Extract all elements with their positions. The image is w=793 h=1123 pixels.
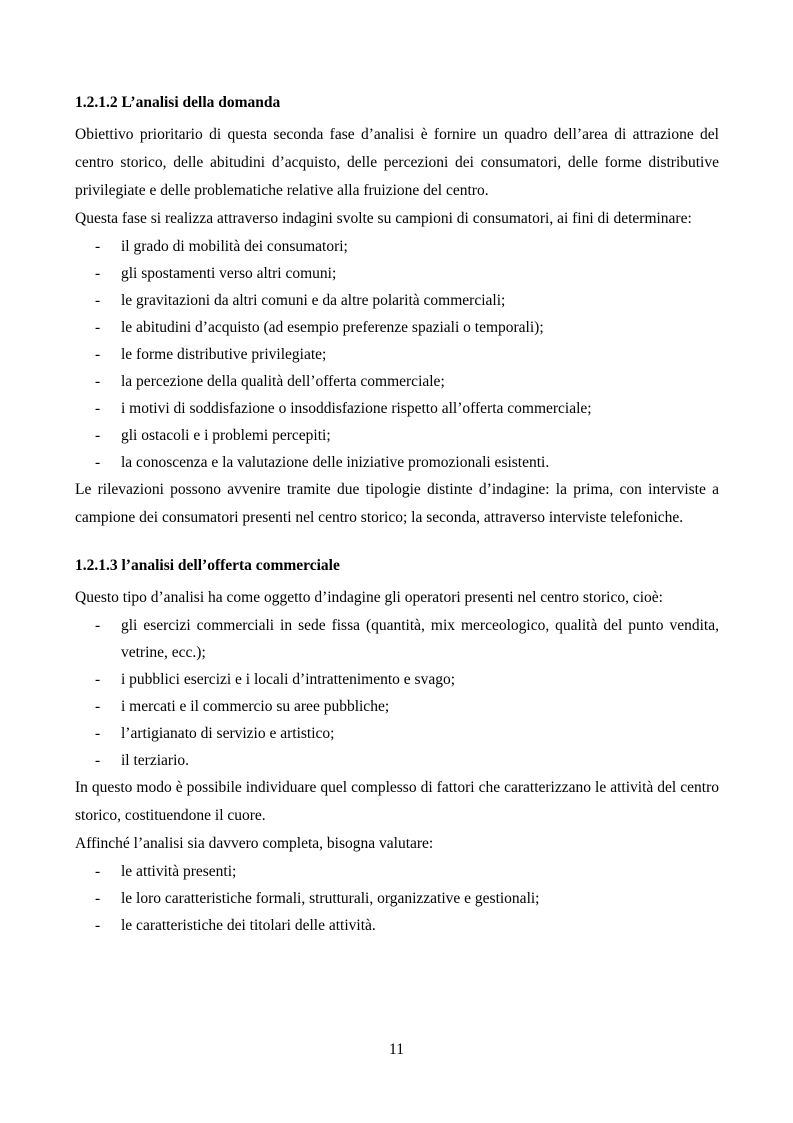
list-item: - gli ostacoli e i problemi percepiti;: [75, 422, 719, 449]
intro-paragraph: Obiettivo prioritario di questa seconda fase d’analisi è fornire un quadro dell’area di attrazione del centro storico, delle abitudini d’acquisto, delle percezioni dei consumatori, delle forme distributive privilegiate e delle problematiche relative alla fruizione del centro.: [75, 126, 719, 199]
list-item: - l’artigianato di servizio e artistico;: [75, 720, 719, 747]
lead-paragraph: Affinché l’analisi sia davvero completa, bisogna valutare:: [75, 835, 434, 852]
dash-marker: -: [95, 890, 101, 907]
list-item: - le forme distributive privilegiate;: [75, 341, 719, 368]
dash-marker: -: [95, 671, 101, 688]
dash-marker: -: [95, 292, 101, 309]
dash-marker: -: [95, 617, 101, 634]
section-domanda: [75, 93, 719, 532]
list-item: - il terziario.: [75, 747, 719, 774]
section-heading: 1.2.1.2 L’analisi della domanda: [75, 94, 281, 111]
list-item: - i mercati e il commercio su aree pubbliche;: [75, 693, 719, 720]
dash-marker: -: [95, 454, 101, 471]
dash-marker: -: [95, 698, 101, 715]
list-item: - le abitudini d’acquisto (ad esempio preferenze spaziali o temporali);: [75, 314, 719, 341]
list-item: - il grado di mobilità dei consumatori;: [75, 233, 719, 260]
list-item: - le attività presenti;: [75, 858, 719, 885]
dash-marker: -: [95, 400, 101, 417]
list-item: - la conoscenza e la valutazione delle iniziative promozionali esistenti.: [75, 449, 719, 476]
section-heading: 1.2.1.3 l’analisi dell’offerta commerciale: [75, 557, 340, 574]
list-item: - le loro caratteristiche formali, strutturali, organizzative e gestionali;: [75, 885, 719, 912]
document-page: [75, 93, 719, 939]
lead-paragraph: Questa fase si realizza attraverso indagini svolte su campioni di consumatori, ai fini di determinare:: [75, 210, 692, 227]
closing-paragraph: Le rilevazioni possono avvenire tramite due tipologie distinte d’indagine: la prima, con interviste a campione dei consumatori presenti nel centro storico; la seconda, attraverso interviste telefoniche.: [75, 481, 719, 526]
list-item: - i pubblici esercizi e i locali d’intrattenimento e svago;: [75, 666, 719, 693]
bullet-list: [75, 233, 719, 476]
list-item: - la percezione della qualità dell’offerta commerciale;: [75, 368, 719, 395]
list-item: - gli esercizi commerciali in sede fissa (quantità, mix merceologico, qualità del punto vendita, vetrine, ecc.);: [75, 612, 719, 666]
page-number: 11: [389, 1041, 404, 1058]
body-paragraph: In questo modo è possibile individuare quel complesso di fattori che caratterizzano le attività del centro storico, costituendone il cuore.: [75, 779, 719, 824]
dash-marker: -: [95, 752, 101, 769]
lead-paragraph: Questo tipo d’analisi ha come oggetto d’indagine gli operatori presenti nel centro storico, cioè:: [75, 589, 663, 606]
list-item: - le gravitazioni da altri comuni e da altre polarità commerciali;: [75, 287, 719, 314]
dash-marker: -: [95, 917, 101, 934]
bullet-list: [75, 612, 719, 774]
list-item: - i motivi di soddisfazione o insoddisfazione rispetto all’offerta commerciale;: [75, 395, 719, 422]
dash-marker: -: [95, 346, 101, 363]
dash-marker: -: [95, 265, 101, 282]
section-offerta: [75, 556, 719, 939]
list-item: - le caratteristiche dei titolari delle attività.: [75, 912, 719, 939]
dash-marker: -: [95, 863, 101, 880]
dash-marker: -: [95, 319, 101, 336]
bullet-list: [75, 858, 719, 939]
dash-marker: -: [95, 725, 101, 742]
dash-marker: -: [95, 427, 101, 444]
dash-marker: -: [95, 238, 101, 255]
list-item: - gli spostamenti verso altri comuni;: [75, 260, 719, 287]
dash-marker: -: [95, 373, 101, 390]
